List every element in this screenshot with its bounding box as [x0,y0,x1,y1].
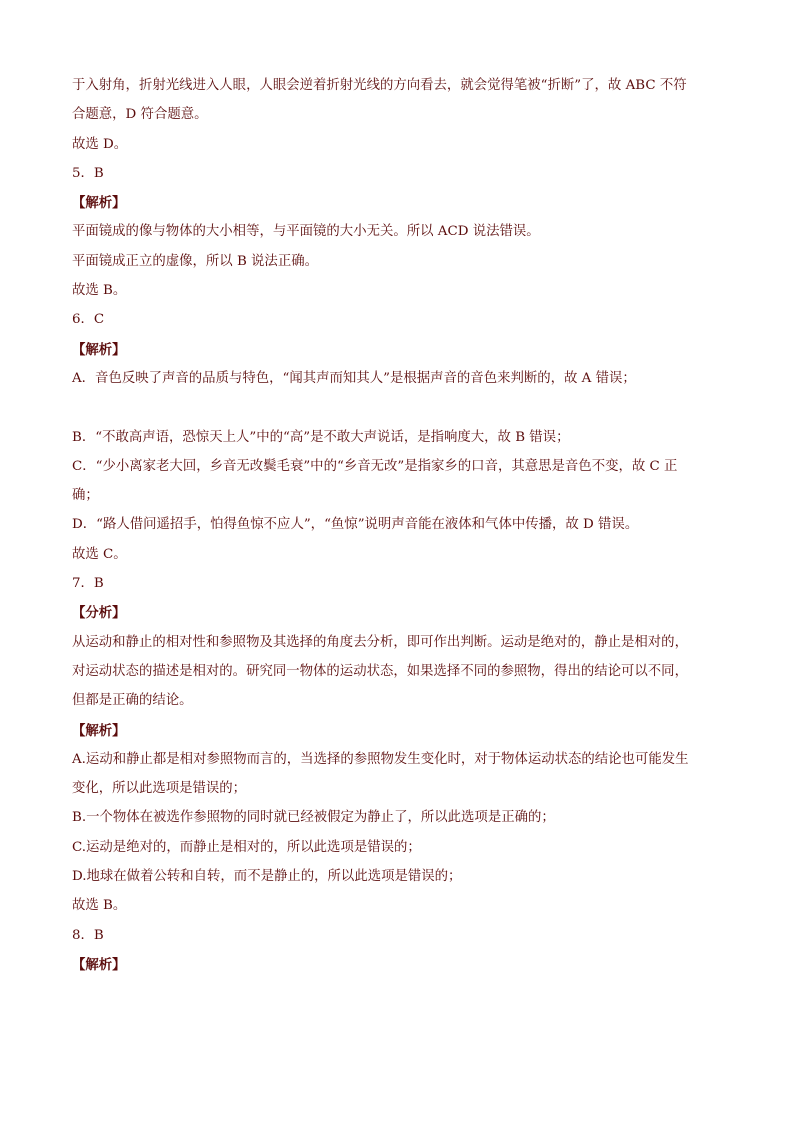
text-line: 故选 B。 [72,898,127,914]
text-line: 确； [72,488,99,504]
text-line: 故选 C。 [72,546,127,562]
text-line: 变化，所以此选项是错误的； [72,781,247,797]
text-line: D.地球在做着公转和自转，而不是静止的，所以此选项是错误的； [72,869,462,885]
text-line: 合题意，D 符合题意。 [72,107,208,123]
text-line: 对运动状态的描述是相对的。研究同一物体的运动状态，如果选择不同的参照物，得出的结论可以不同， [72,663,688,679]
text-line: B.一个物体在被选作参照物的同时就已经被假定为静止了，所以此选项是正确的； [72,810,555,826]
section-heading: 【分析】 [72,605,126,622]
section-heading: 【解析】 [72,341,126,358]
text-line: 8．B [72,927,104,943]
blank-line [72,398,732,418]
text-line: 平面镜成的像与物体的大小相等，与平面镜的大小无关。所以 ACD 说法错误。 [72,224,540,240]
section-heading: 【解析】 [72,195,126,212]
text-line: 但都是正确的结论。 [72,693,193,709]
answer-document [72,76,732,984]
text-line: C.运动是绝对的，而静止是相对的，所以此选项是错误的； [72,839,421,855]
section-heading: 【解析】 [72,722,126,739]
text-line: A.运动和静止都是相对参照物而言的，当选择的参照物发生变化时，对于物体运动状态的结论也可能发生 [72,751,689,767]
text-line: C．“少小离家老大回，乡音无改鬓毛衰”中的“乡音无改”是指家乡的口音，其意思是音色不变，故 C 正 [72,458,678,474]
text-line: 7．B [72,576,104,592]
text-line: 6．C [72,312,105,328]
section-heading: 【解析】 [72,956,126,973]
text-line: 平面镜成正立的虚像，所以 B 说法正确。 [72,253,318,269]
text-line: 于入射角，折射光线进入人眼，人眼会逆着折射光线的方向看去，就会觉得笔被“折断”了，故 ABC 不符 [72,78,687,93]
text-line: B．“不敢高声语，恐惊天上人”中的“高”是不敢大声说话，是指响度大，故 B 错误； [72,429,570,445]
text-line: 5．B [72,165,104,181]
text-line: 从运动和静止的相对性和参照物及其选择的角度去分析，即可作出判断。运动是绝对的，静止是相对的， [72,634,688,650]
text-line: 故选 D。 [72,136,128,152]
text-line: A．音色反映了声音的品质与特色，“闻其声而知其人”是根据声音的音色来判断的，故 A 错误； [72,370,636,386]
text-line: D．“路人借问遥招手，怕得鱼惊不应人”，“鱼惊”说明声音能在液体和气体中传播，故 D 错误。 [72,517,639,533]
text-line: 故选 B。 [72,283,127,299]
